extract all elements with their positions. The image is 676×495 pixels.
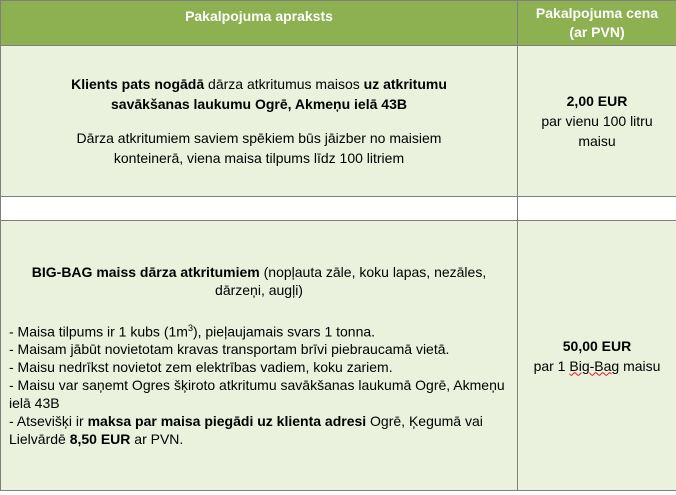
bullet-text: - Maisa tilpums ir 1 kubs (1m bbox=[9, 323, 188, 340]
description-paragraph bbox=[1, 74, 517, 114]
spacer-cell bbox=[518, 197, 676, 221]
service-row-self-delivery bbox=[1, 46, 676, 197]
price-note-text: par 1 bbox=[533, 357, 570, 374]
header-price bbox=[518, 1, 676, 46]
list-item bbox=[9, 412, 509, 448]
header-row bbox=[1, 1, 676, 46]
bullet-bold: maksa par maisa piegādi uz klienta adresi bbox=[87, 413, 367, 430]
list-item: - Maisu nedrīkst novietot zem elektrības vadiem, koku zariem. bbox=[9, 359, 393, 376]
description-paragraph: Dārza atkritumiem saviem spēkiem būs jāizber no maisiem konteinerā, viena maisa tilpums līdz 100 litriem bbox=[76, 130, 442, 166]
description-bold: uz atkritumu savākšanas laukumu Ogrē, Akmeņu ielā 43B bbox=[111, 76, 447, 112]
list-item: - Maisu var saņemt Ogres šķiroto atkritumu savākšanas laukumā Ogrē, Akmeņu ielā 43B bbox=[9, 377, 505, 412]
price-note bbox=[534, 358, 661, 374]
list-item: - Maisam jābūt novietotam kravas transportam brīvi piebraucamā vietā. bbox=[9, 341, 450, 358]
description-bold: BIG-BAG maiss dārza atkritumiem bbox=[31, 263, 260, 280]
price-note-text: maisu bbox=[619, 357, 661, 374]
service-price bbox=[518, 46, 676, 197]
price-note: par vienu 100 litru maisu bbox=[541, 113, 653, 149]
service-row-big-bag bbox=[1, 221, 676, 491]
header-price-line1: Pakalpojuma cena bbox=[535, 5, 659, 21]
price-note-term: Big-Bag bbox=[569, 357, 620, 374]
service-description bbox=[1, 221, 518, 491]
description-text: dārza atkritumus maisos bbox=[204, 76, 364, 92]
bullet-text: - Atsevišķi ir bbox=[9, 413, 88, 430]
service-description bbox=[1, 46, 518, 197]
spacer-cell bbox=[1, 197, 518, 221]
bullet-text: ar PVN. bbox=[130, 431, 184, 448]
bullet-bold: 8,50 EUR bbox=[69, 431, 131, 448]
service-price bbox=[518, 221, 676, 491]
header-price-line2: (ar PVN) bbox=[569, 24, 625, 40]
spacer-row bbox=[1, 197, 676, 221]
list-item bbox=[9, 319, 509, 341]
price-value: 50,00 EUR bbox=[562, 337, 632, 354]
bullet-text: ), pieļaujamais svars 1 tonna. bbox=[192, 323, 376, 340]
description-bold: Klients pats nogādā bbox=[71, 76, 205, 92]
price-value: 2,00 EUR bbox=[566, 93, 628, 109]
bullet-text: Ogrē, Ķegumā vai Lielvārdē bbox=[9, 413, 483, 448]
description-title bbox=[9, 263, 509, 299]
description-text: (nopļauta zāle, koku lapas, nezāles, dārzeņi, augļi) bbox=[215, 263, 487, 298]
header-description: Pakalpojuma apraksts bbox=[1, 1, 518, 46]
bullet-list bbox=[9, 319, 509, 449]
superscript: 3 bbox=[187, 322, 193, 333]
